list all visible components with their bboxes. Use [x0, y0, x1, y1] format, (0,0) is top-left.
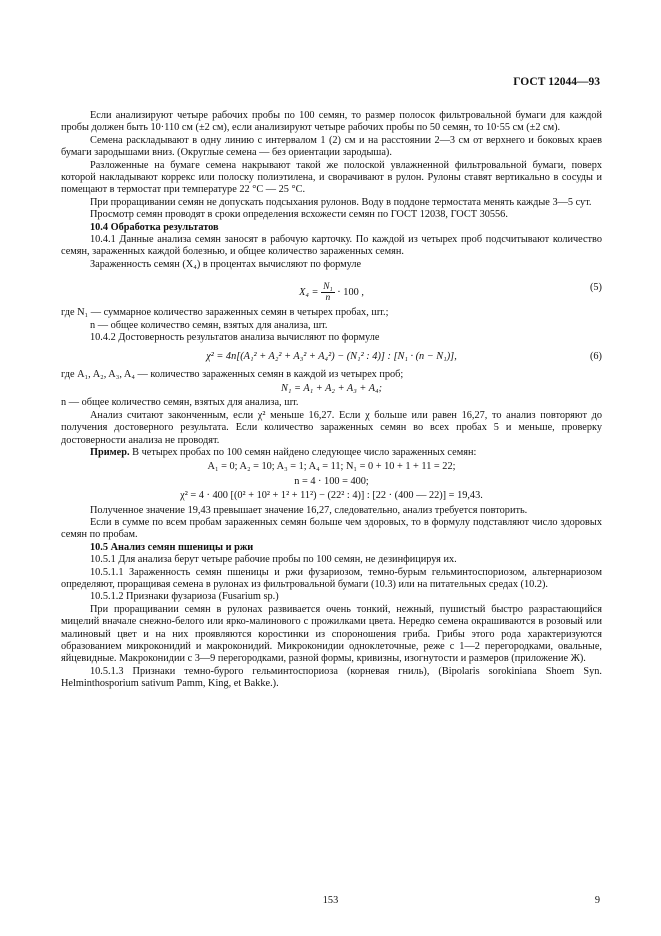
paragraph-fusarium: При проращивании семян в рулонах развивается очень тонкий, нежный, пушистый быстро разрастающийся мицелий вначале снежно-белого или ярко-малинового с прожилками цвета. Нередко семена окрашиваются в розовый или малиновый цвет и на них проявляются коростинки из спороношения гриба. Грибы этого рода характеризуются образованием микроконидий и макроконидий. Микроконидии одноклеточные, реже с 1—2 перегородками, овальные, яйцевидные. Макроконидии с 3—9 перегородками, разной формы, кривизны, изогнутости и размеров (приложение Ж). [61, 603, 602, 665]
paragraph-drying: При проращивании семян не допускать подсыхания рулонов. Воду в поддоне термостата менять каждые 3—5 сут. [90, 196, 592, 208]
paragraph-example [61, 447, 602, 459]
formula-5 [61, 274, 602, 304]
paragraph-seed-layout: Семена раскладывают в одну линию с интервалом 1 (2) см и на расстоянии 2—3 см от верхнего и боковых краев бумаги зародышами вниз. (Округлые семена — без ориентации зародыша). [61, 134, 602, 159]
example-values: A₁ = 0; A₂ = 10; A₃ = 1; A₄ = 11; N₁ = 0 + 10 + 1 + 11 = 22; [207, 461, 456, 473]
paragraph-strip-size: Если анализируют четыре рабочих пробы по 100 семян, то размер полосок фильтровальной бумаги для каждой пробы должен быть 10·110 см (±2 см), если анализируют четыре рабочих пробы по 50 семян, то 10·55 см (±2 см). [61, 110, 602, 134]
formula-sum-n1: N₁ = A₁ + A₂ + A₃ + A₄; [281, 382, 382, 394]
sheet-number: 153 [322, 895, 339, 906]
paragraph-10-5-1-2: 10.5.1.2 Признаки фузариоза (Fusarium sp.) [90, 591, 279, 603]
paragraph-result: Полученное значение 19,43 превышает значение 16,27, следовательно, анализ требуется повторить. [90, 504, 528, 516]
section-heading-10-5: 10.5 Анализ семян пшеницы и ржи [90, 541, 254, 553]
page-number: 9 [594, 895, 600, 906]
paragraph-chi-check: Анализ считают законченным, если χ² меньше 16,27. Если χ больше или равен 16,27, то анализ повторяют до получения достоверного результата. Если количество зараженных семян во всех пробах 5 и меньше, проверку достоверности анализа не проводят. [61, 409, 602, 446]
formula-5-left: X₄ = [299, 287, 319, 299]
formula-6-body: χ² = 4n[(A₁² + A₂² + A₃² + A₄²) − (N₁² : 4)] : [N₁ · (n − N₁)], [206, 350, 457, 362]
paragraph-10-5-1-3: 10.5.1.3 Признаки темно-бурого гельминтоспориоза (корневая гниль), (Bipolaris sorokiniana Shoem Syn. Helminthosporium sativum Pamm, King, et Bakke.). [61, 665, 602, 690]
formula-6 [61, 348, 602, 366]
example-label: Пример. [90, 446, 130, 458]
paragraph-viewing: Просмотр семян проводят в сроки определения всхожести семян по ГОСТ 12038, ГОСТ 30556. [90, 209, 508, 221]
document-code: ГОСТ 12044—93 [513, 76, 600, 88]
formula-5-fraction [321, 282, 335, 303]
where-n: n — общее количество семян, взятых для анализа, шт. [90, 319, 328, 331]
where-n-total: n — общее количество семян, взятых для анализа, шт. [61, 397, 299, 409]
paragraph-healthy-seeds: Если в сумме по всем пробам зараженных семян больше чем здоровых, то в формулу подставляют число здоровых семян по пробам. [61, 516, 602, 541]
example-n: n = 4 · 100 = 400; [294, 475, 369, 487]
formula-5-denominator: n [325, 293, 331, 304]
formula-6-number: (6) [589, 350, 602, 362]
where-n1: где N₁ — суммарное количество зараженных семян в четырех пробах, шт.; [61, 307, 389, 319]
paragraph-10-4-1: 10.4.1 Данные анализа семян заносят в рабочую карточку. По каждой из четырех проб подсчитывают количество семян, зараженных каждой болезнью, и общее количество зараженных семян. [61, 234, 602, 258]
paragraph-10-5-1-1: 10.5.1.1 Зараженность семян пшеницы и ржи фузариозом, темно-бурым гельминтоспориозом, альтернариозом определяют, проращивая семена в рулонах из фильтровальной бумаги (10.3) или на питательных средах (10.2). [61, 566, 602, 590]
formula-5-right: · 100 , [337, 287, 364, 299]
paragraph-10-5-1: 10.5.1 Для анализа берут четыре рабочие пробы по 100 семян, не дезинфицируя их. [90, 554, 457, 566]
paragraph-10-4-2: 10.4.2 Достоверность результатов анализа вычисляют по формуле [90, 332, 380, 344]
section-heading-10-4: 10.4 Обработка результатов [90, 221, 219, 233]
paragraph-rolls: Разложенные на бумаге семена накрывают такой же полоской увлажненной фильтровальной бумаги, поверх которой накладывают коррекс или полоску полиэтилена, и сворачивают в рулон. Рулоны ставят вертикально в сосуды и помещают в термостат при температуре 22 °C — 25 °C. [61, 159, 602, 196]
page-content [61, 110, 602, 691]
where-a: где A₁, A₂, A₃, A₄ — количество зараженных семян в каждой из четырех проб; [61, 368, 404, 380]
example-chi: χ² = 4 · 400 [(0² + 10² + 1² + 11²) − (22² : 4)] : [22 · (400 — 22)] = 19,43. [180, 490, 483, 502]
example-text: В четырех пробах по 100 семян найдено следующее число зараженных семян: [129, 446, 477, 458]
paragraph-infection-formula-intro: Зараженность семян (X₄) в процентах вычисляют по формуле [90, 258, 362, 270]
formula-5-numerator: N₁ [323, 282, 333, 293]
formula-5-number: (5) [589, 282, 602, 294]
